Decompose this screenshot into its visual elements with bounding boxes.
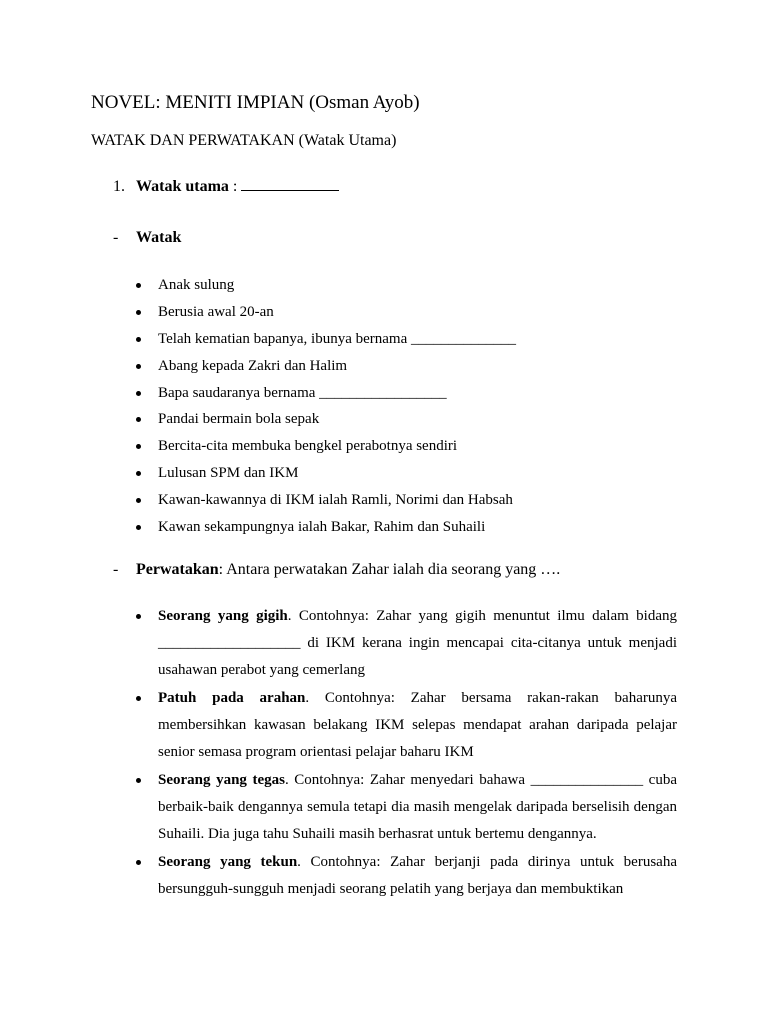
bullet-icon xyxy=(136,525,141,530)
trait-example: . Contohnya: Zahar bersama rakan-rakan baharunya membersihkan kawasan belakang IKM selepas mendapat arahan daripada pelajar senior semasa program orientasi pelajar baharu IKM xyxy=(158,690,678,760)
trait-label: Seorang yang gigih xyxy=(158,608,288,624)
list-item-text: Bercita-cita membuka bengkel perabotnya sendiri xyxy=(158,438,458,455)
list-item xyxy=(136,302,516,329)
bullet-icon xyxy=(136,391,141,396)
main-character-label: Watak utama xyxy=(136,178,229,195)
trait-example: . Contohnya: Zahar berjanji pada dirinya untuk berusaha bersungguh-sungguh menjadi seorang pelatih yang berjaya dan membuktikan xyxy=(158,854,677,897)
list-item xyxy=(136,517,516,544)
trait-label: Seorang yang tegas xyxy=(158,772,285,788)
list-item-text: Telah kematian bapanya, ibunya bernama ______________ xyxy=(158,330,517,347)
bullet-icon xyxy=(136,471,141,476)
trait-label: Patuh pada arahan xyxy=(158,690,306,706)
bullet-icon xyxy=(136,337,141,342)
bullet-icon xyxy=(136,310,141,315)
list-item-text: Kawan-kawannya di IKM ialah Ramli, Norimi dan Habsah xyxy=(158,492,513,509)
perwatakan-list xyxy=(136,603,677,904)
watak-list xyxy=(136,275,516,544)
dash-marker: - xyxy=(113,561,119,578)
list-item xyxy=(136,849,677,903)
list-item xyxy=(136,436,516,463)
bullet-icon xyxy=(136,444,141,449)
label-separator: : xyxy=(228,178,242,195)
list-item xyxy=(136,329,516,356)
list-item xyxy=(136,356,516,383)
list-item-text: Kawan sekampungnya ialah Bakar, Rahim dan Suhaili xyxy=(158,519,486,536)
dash-marker: - xyxy=(113,229,119,246)
list-item-text: Pandai bermain bola sepak xyxy=(158,411,320,428)
list-item xyxy=(136,685,677,766)
perwatakan-heading-label: Perwatakan xyxy=(136,561,219,578)
perwatakan-intro: : Antara perwatakan Zahar ialah dia seorang yang …. xyxy=(218,561,561,578)
document-title: NOVEL: MENITI IMPIAN (Osman Ayob) xyxy=(91,92,420,113)
list-item-text: Bapa saudaranya bernama _________________ xyxy=(158,384,447,401)
item-number: 1. xyxy=(113,178,125,195)
bullet-icon xyxy=(136,417,141,422)
list-item-text: Berusia awal 20-an xyxy=(158,303,274,320)
section-subtitle: WATAK DAN PERWATAKAN (Watak Utama) xyxy=(91,132,397,149)
bullet-icon xyxy=(136,696,141,701)
list-item xyxy=(136,603,677,684)
trait-example: . Contohnya: Zahar yang gigih menuntut ilmu dalam bidang ___________________ di IKM kerana ingin mencapai cita-citanya untuk menjadi usahawan perabot yang cemerlang xyxy=(158,608,677,678)
watak-heading-label: Watak xyxy=(136,229,182,246)
trait-label: Seorang yang tekun xyxy=(158,854,298,870)
list-item-text: Abang kepada Zakri dan Halim xyxy=(158,357,348,374)
list-item xyxy=(136,490,516,517)
list-item xyxy=(136,463,516,490)
bullet-icon xyxy=(136,283,141,288)
bullet-icon xyxy=(136,614,141,619)
list-item xyxy=(136,275,516,302)
list-item-text: Anak sulung xyxy=(158,277,235,293)
answer-blank xyxy=(241,176,339,191)
perwatakan-heading xyxy=(113,561,560,579)
list-item xyxy=(136,767,677,848)
bullet-icon xyxy=(136,498,141,503)
list-item xyxy=(136,409,516,436)
main-character-line xyxy=(113,176,339,196)
bullet-icon xyxy=(136,364,141,369)
list-item-text: Lulusan SPM dan IKM xyxy=(158,465,299,482)
trait-example: . Contohnya: Zahar menyedari bahawa _______________ cuba berbaik-baik dengannya semula tetapi dia masih mengelak daripada berselisih dengan Suhaili. Dia juga tahu Suhaili masih berhasrat untuk bertemu dengannya. xyxy=(158,772,677,842)
bullet-icon xyxy=(136,778,141,783)
list-item xyxy=(136,383,516,410)
bullet-icon xyxy=(136,860,141,865)
watak-heading xyxy=(113,229,181,247)
